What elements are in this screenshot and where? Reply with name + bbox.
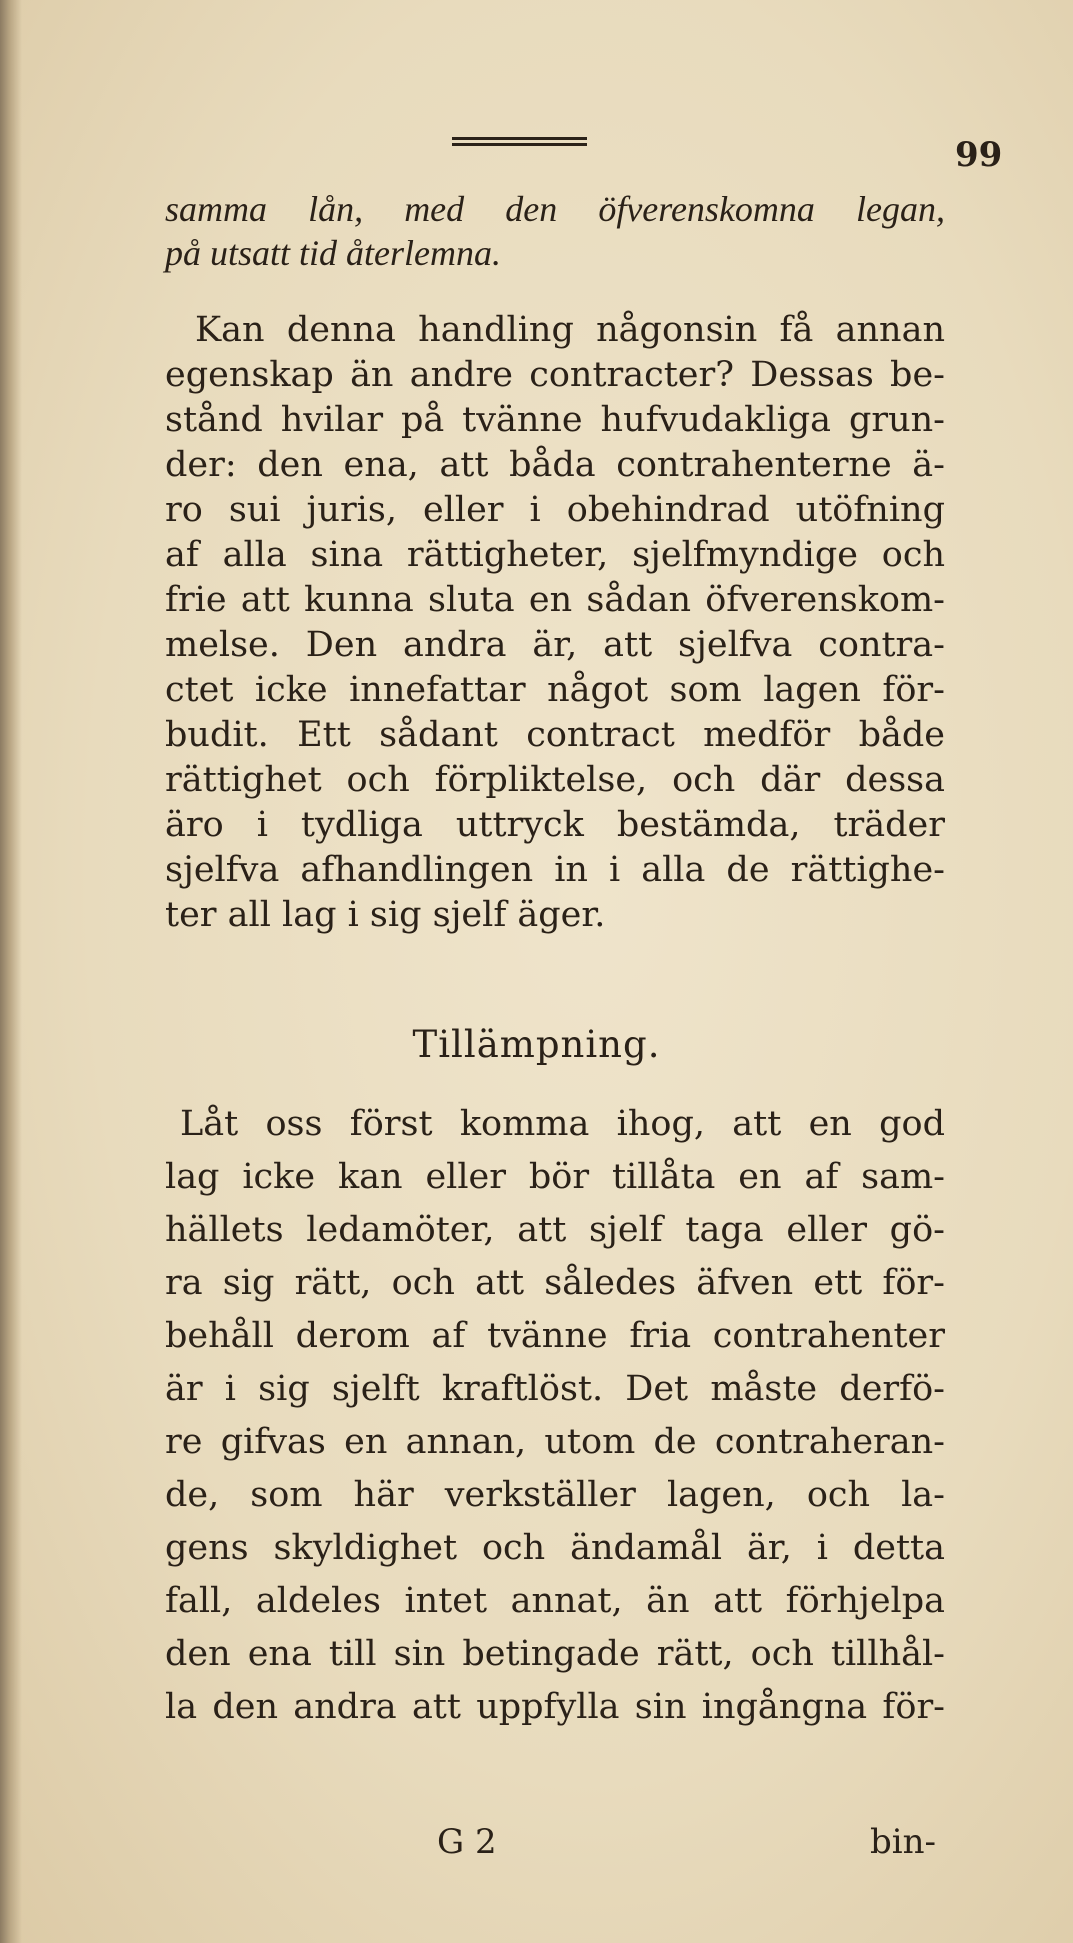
text-line: gens skyldighet och ändamål är, i detta [165,1528,945,1568]
text-line: samma lån, med den öfverenskomna legan, [165,189,945,229]
text-line: stånd hvilar på tvänne hufvudakliga grun- [165,400,945,440]
text-line: frie att kunna sluta en sådan öfverenskom- [165,580,945,620]
text-line: der: den ena, att båda contrahenterne ä- [165,445,945,485]
text-line: budit. Ett sådant contract medför både [165,715,945,755]
text-line: den ena till sin betingade rätt, och tillhål- [165,1634,945,1674]
text-line: äro i tydliga uttryck bestämda, träder [165,805,945,845]
page-gutter-shadow [0,0,22,1943]
text-line: ra sig rätt, och att således äfven ett för- [165,1263,945,1303]
text-line: på utsatt tid återlemna. [165,233,501,273]
page-number: 99 [955,135,1003,175]
section-heading: Tillämpning. [412,1023,661,1066]
text-line: ro sui juris, eller i obehindrad utöfning [165,490,945,530]
catchword: bin- [870,1822,937,1862]
text-line: behåll derom af tvänne fria contrahenter [165,1316,945,1356]
text-line: de, som här verkställer lagen, och la- [165,1475,945,1515]
text-line: lag icke kan eller bör tillåta en af sam- [165,1157,945,1197]
text-line: ctet icke innefattar något som lagen för- [165,670,945,710]
text-line: hällets ledamöter, att sjelf taga eller gö- [165,1210,945,1250]
text-line: re gifvas en annan, utom de contraheran- [165,1422,945,1462]
text-line: är i sig sjelft kraftlöst. Det måste derfö- [165,1369,945,1409]
text-line: ter all lag i sig sjelf äger. [165,895,606,935]
text-line: rättighet och förpliktelse, och där dessa [165,760,945,800]
text-line: la den andra att uppfylla sin ingångna för- [165,1687,945,1727]
text-line: Låt oss först komma ihog, att en god [180,1104,945,1144]
header-rule [452,137,587,153]
text-line: fall, aldeles intet annat, än att förhjelpa [165,1581,945,1621]
text-line: sjelfva afhandlingen in i alla de rättighe- [165,850,945,890]
text-line: melse. Den andra är, att sjelfva contra- [165,625,945,665]
signature-mark: G 2 [437,1822,497,1862]
text-line: egenskap än andre contracter? Dessas be- [165,355,945,395]
text-line: Kan denna handling någonsin få annan [195,310,945,350]
text-line: af alla sina rättigheter, sjelfmyndige och [165,535,945,575]
